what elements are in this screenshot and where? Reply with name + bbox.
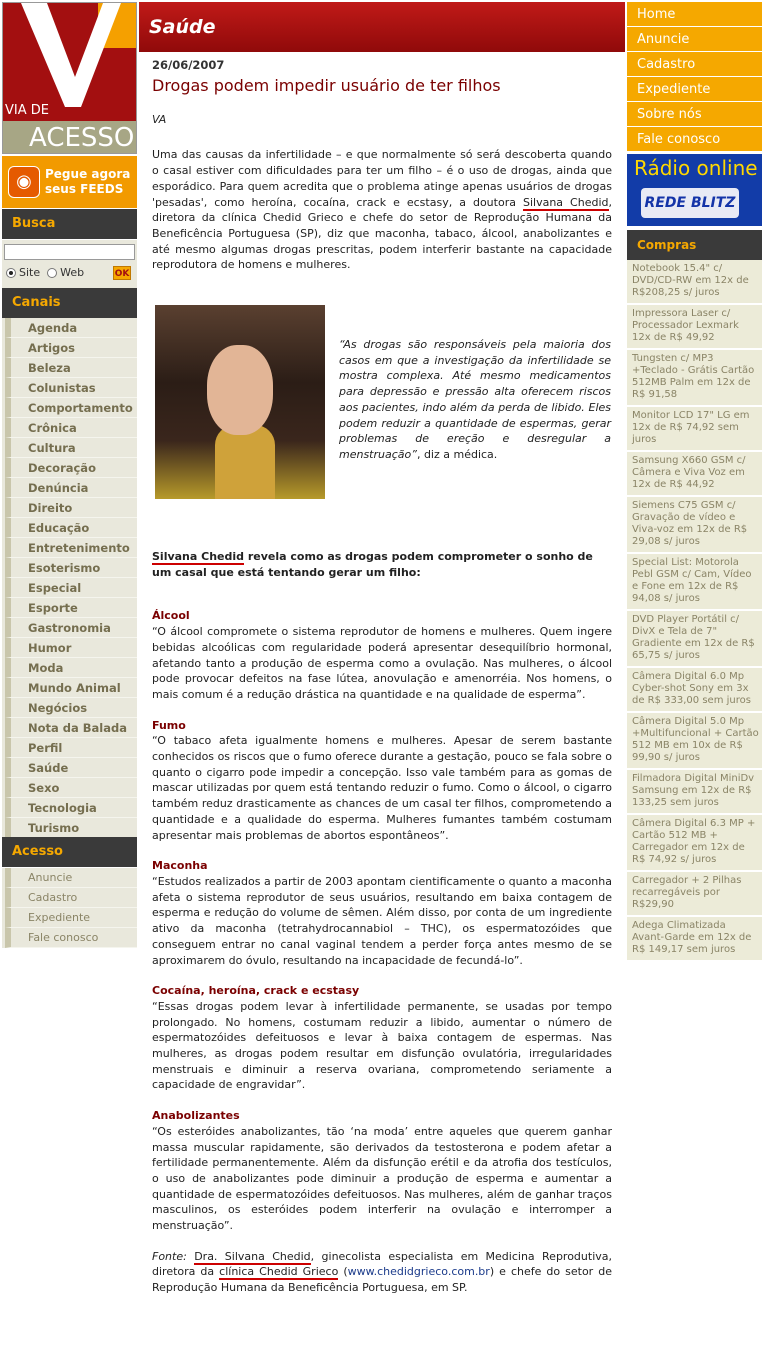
compras-item[interactable]: Filmadora Digital MiniDv Samsung em 12x de R$ 133,25 sem juros	[627, 770, 762, 815]
doctor-photo	[155, 305, 325, 499]
compras-item[interactable]: Câmera Digital 6.0 Mp Cyber-shot Sony em 3x de R$ 333,00 sem juros	[627, 668, 762, 713]
canal-item[interactable]: Saúde	[5, 758, 137, 778]
intro-name-link[interactable]: Silvana Chedid	[522, 195, 609, 209]
canal-item[interactable]: Moda	[5, 658, 137, 678]
section-heading: Cocaína, heroína, crack e ecstasy	[152, 984, 360, 998]
compras-item[interactable]: Câmera Digital 6.3 MP + Cartão 512 MB + Carregador em 12x de R$ 74,92 s/ juros	[627, 815, 762, 872]
right-column	[627, 2, 762, 962]
source-name-link[interactable]: Dra. Silvana Chedid	[194, 1249, 311, 1263]
source-mid: , ginecolista especialista em Medicina Reprodutiva, diretora da	[152, 1249, 613, 1279]
section-heading: Maconha	[152, 859, 208, 873]
canal-item[interactable]: Humor	[5, 638, 137, 658]
site-logo[interactable]	[2, 2, 137, 154]
top-nav	[627, 2, 762, 152]
canal-item[interactable]: Artigos	[5, 338, 137, 358]
radio-site[interactable]	[6, 268, 16, 278]
source-label: Fonte:	[152, 1249, 187, 1263]
canal-item[interactable]: Crônica	[5, 418, 137, 438]
article-headline: Drogas podem impedir usuário de ter filhos	[152, 75, 501, 95]
quote-text: “As drogas são responsáveis pela maioria dos casos em que a investigação da infertilidade se mostra complexa. Até mesmo medicamentos para depressão e pressão alta oferecem riscos aos pacientes, indo além da perda de libido. Eles podem reduzir a quantidade de espermas, gerar problemas de ereção e desregular a menstruação”	[339, 338, 611, 461]
source-url-link[interactable]: www.chedidgrieco.com.br	[347, 1265, 490, 1279]
acesso-header: Acesso	[2, 837, 137, 867]
compras-header: Compras	[627, 230, 762, 260]
top-nav-item[interactable]: Sobre nós	[627, 102, 762, 127]
rss-icon: ◉	[8, 166, 40, 198]
logo-line1: VIA DE	[5, 103, 49, 118]
canal-item[interactable]: Agenda	[5, 318, 137, 338]
section-title: Saúde	[139, 2, 625, 52]
canal-item[interactable]: Denúncia	[5, 478, 137, 498]
article-date: 26/06/2007	[152, 58, 225, 72]
canal-item[interactable]: Comportamento	[5, 398, 137, 418]
compras-item[interactable]: Monitor LCD 17" LG em 12x de R$ 74,92 sem juros	[627, 407, 762, 452]
quote-tail: , diz a médica.	[416, 447, 498, 461]
article-sections	[152, 608, 612, 1233]
intro-text-a: Uma das causas da infertilidade – e que normalmente só será descoberta quando o casal estiver com dificuldades para ter um filho – é o uso de drogas, ainda que esporádico. Para quem acredita que o problema atinge apenas usuários de drogas 'pesadas', como heroína, cocaína, crack e ecstasy, a doutora	[152, 148, 612, 209]
compras-item[interactable]: Tungsten c/ MP3 +Teclado - Grátis Cartão 512MB Palm em 12x de R$ 91,58	[627, 350, 762, 407]
source-clinic-link[interactable]: clínica Chedid Grieco	[219, 1265, 339, 1279]
radio-web[interactable]	[47, 268, 57, 278]
canais-header: Canais	[2, 288, 137, 318]
acesso-item[interactable]: Cadastro	[5, 888, 137, 908]
radio-brand: REDE BLITZ	[641, 188, 739, 218]
canal-item[interactable]: Negócios	[5, 698, 137, 718]
section-heading: Álcool	[152, 609, 190, 623]
section-text: “Estudos realizados a partir de 2003 apontam cientificamente o quanto a maconha afeta o sistema reprodutor de seus usuários, resultando em baixa contagem de esperma e redução do volume de sêmen. Além disso, por conta de um ingrediente ativo da maconha (tetrahydrocannabiol – THC), os espermatozóides que conseguem entrar no canal vaginal tendem a perder força antes mesmo de se aproximarem do óvulo, resultando na incapacidade de fecundá-lo”.	[152, 874, 612, 967]
canal-item[interactable]: Educação	[5, 518, 137, 538]
section-text: “Os esteróides anabolizantes, tão ‘na moda’ entre aqueles que querem ganhar massa muscular rapidamente, são derivados da testosterona e podem afetar a fertilidade permanentemente. Além da disfunção erétil e da atrofia dos testículos, o uso de anabolizantes pode diminuir a produção de esperma e aumentar a quantidade de espermatozóides defeituosos. Nas mulheres, além de ganhar traços masculinos, os esteróides podem interferir na ovulação e interromper a menstruação”.	[152, 1124, 612, 1233]
search-options	[6, 266, 84, 279]
acesso-item[interactable]: Fale conosco	[5, 928, 137, 948]
canal-item[interactable]: Beleza	[5, 358, 137, 378]
canal-item[interactable]: Especial	[5, 578, 137, 598]
compras-item[interactable]: Special List: Motorola Pebl GSM c/ Cam, Vídeo e Fone em 12x de R$ 94,08 s/ juros	[627, 554, 762, 611]
lead-line	[152, 549, 612, 580]
canal-item[interactable]: Direito	[5, 498, 137, 518]
main-content	[139, 2, 625, 1296]
compras-list	[627, 260, 762, 962]
search-box	[2, 240, 137, 290]
compras-item[interactable]: DVD Player Portátil c/ DivX e Tela de 7" Gradiente em 12x de R$ 65,75 s/ juros	[627, 611, 762, 668]
lead-rest: revela como as drogas podem comprometer o sonho de um casal que está tentando gerar um filho:	[152, 550, 593, 579]
canal-item[interactable]: Esoterismo	[5, 558, 137, 578]
compras-item[interactable]: Câmera Digital 5.0 Mp +Multifuncional + Cartão 512 MB em 10x de R$ 99,90 s/ juros	[627, 713, 762, 770]
top-nav-item[interactable]: Expediente	[627, 77, 762, 102]
left-column	[2, 2, 137, 1352]
radio-title: Rádio online	[634, 156, 758, 180]
acesso-list	[2, 868, 137, 948]
radio-online-banner[interactable]	[627, 154, 762, 226]
rss-text: Pegue agora seus FEEDS	[45, 167, 131, 196]
canal-item[interactable]: Cultura	[5, 438, 137, 458]
photo-shoulders	[215, 425, 275, 499]
source-end: e chefe do setor de Reprodução Humana da Beneficência Portuguesa, em SP.	[152, 1265, 612, 1295]
compras-item[interactable]: Samsung X660 GSM c/ Câmera e Viva Voz em 12x de R$ 44,92	[627, 452, 762, 497]
section-heading: Anabolizantes	[152, 1109, 240, 1123]
logo-line2: ACESSO	[3, 121, 137, 154]
article	[139, 52, 625, 1296]
photo-face	[207, 345, 273, 435]
compras-item[interactable]: Carregador + 2 Pilhas recarregáveis por R$29,90	[627, 872, 762, 917]
rss-feed-banner[interactable]	[2, 156, 137, 208]
canal-item[interactable]: Mundo Animal	[5, 678, 137, 698]
radio-site-label: Site	[19, 266, 41, 279]
search-ok-button[interactable]: OK	[113, 266, 131, 280]
canal-item[interactable]: Decoração	[5, 458, 137, 478]
photo-quote-row	[152, 305, 612, 505]
section-text: “O tabaco afeta igualmente homens e mulheres. Apesar de serem bastante conhecidos os riscos que o fumo oferece durante a gestação, pouco se fala sobre o quanto o cigarro pode impedir a concepção. Isso vale também para as gomas de mascar utilizadas por quem está tentando reduzir o fumo. Como o álcool, o cigarro também reduz drasticamente as chances de um casal ter filhos, comprometendo a quantidade e a qualidade do esperma. Mulheres fumantes também costumam apresentar mais problemas de abortos espontâneos”.	[152, 734, 612, 842]
canal-item[interactable]: Tecnologia	[5, 798, 137, 818]
canal-item[interactable]: Sexo	[5, 778, 137, 798]
article-intro	[152, 147, 612, 273]
busca-header: Busca	[2, 209, 137, 239]
canal-item[interactable]: Colunistas	[5, 378, 137, 398]
article-source: Fonte: Dra. Silvana Chedid, ginecolista especialista em Medicina Reprodutiva, diretora da clínica Chedid Grieco (www.chedidgrieco.com.br) e chefe do setor de Reprodução Humana da Beneficência Portuguesa, em SP.	[152, 1249, 613, 1295]
canal-item[interactable]: Entretenimento	[5, 538, 137, 558]
top-nav-item[interactable]: Home	[627, 2, 762, 27]
article-author: VA	[152, 112, 167, 126]
section-text: “Essas drogas podem levar à infertilidade permanente, se usadas por tempo prolongado. No homens, costumam reduzir a libido, aumentar o número de espermatozóides defeituosos e levar à baixa contagem de espermas. Nas mulheres, as drogas podem resultar em disfunção ovulatória, irregularidades menstruais e diminuir a reserva ovariana, comprometendo seriamente a capacidade de engravidar”.	[152, 999, 612, 1092]
acesso-item[interactable]: Anuncie	[5, 868, 137, 888]
top-nav-item[interactable]: Anuncie	[627, 27, 762, 52]
compras-item[interactable]: Adega Climatizada Avant-Garde em 12x de R$ 149,17 sem juros	[627, 917, 762, 962]
canal-item[interactable]: Nota da Balada	[5, 718, 137, 738]
compras-item[interactable]: Siemens C75 GSM c/ Gravação de vídeo e Viva-voz em 12x de R$ 29,08 s/ juros	[627, 497, 762, 554]
canais-list	[2, 318, 137, 838]
section-text: “O álcool compromete o sistema reprodutor de homens e mulheres. Quem ingere bebidas alcoólicas com regularidade poderá apresentar desequilíbrio hormonal, afetando tanto a produção de esperma como a ovulação. Nas mulheres, o álcool pode provocar defeitos na fase lútea, anovulação e amenorréia. Nos homens, o mais comum é a redução drástica na quantidade e na qualidade de esperma”.	[152, 625, 612, 701]
canal-item[interactable]: Esporte	[5, 598, 137, 618]
canal-item[interactable]: Gastronomia	[5, 618, 137, 638]
search-input[interactable]	[4, 244, 135, 260]
intro-text-b: , diretora da clínica Chedid Grieco e chefe do setor de Reprodução Humana da Beneficência Portuguesa (SP), diz que maconha, tabaco, álcool, anabolizantes e até mesmo algumas drogas prescritas, podem interferir bastante na capacidade reprodutora de homens e mulheres.	[152, 195, 612, 272]
acesso-item[interactable]: Expediente	[5, 908, 137, 928]
doctor-quote	[339, 337, 611, 463]
lead-name-link[interactable]: Silvana Chedid	[152, 550, 245, 564]
top-nav-item[interactable]: Cadastro	[627, 52, 762, 77]
canal-item[interactable]: Perfil	[5, 738, 137, 758]
top-nav-item[interactable]: Fale conosco	[627, 127, 762, 152]
section-heading: Fumo	[152, 718, 186, 732]
compras-item[interactable]: Impressora Laser c/ Processador Lexmark 12x de R$ 49,92	[627, 305, 762, 350]
compras-item[interactable]: Notebook 15.4" c/ DVD/CD-RW em 12x de R$208,25 s/ juros	[627, 260, 762, 305]
canal-item[interactable]: Turismo	[5, 818, 137, 838]
radio-web-label: Web	[60, 266, 85, 279]
